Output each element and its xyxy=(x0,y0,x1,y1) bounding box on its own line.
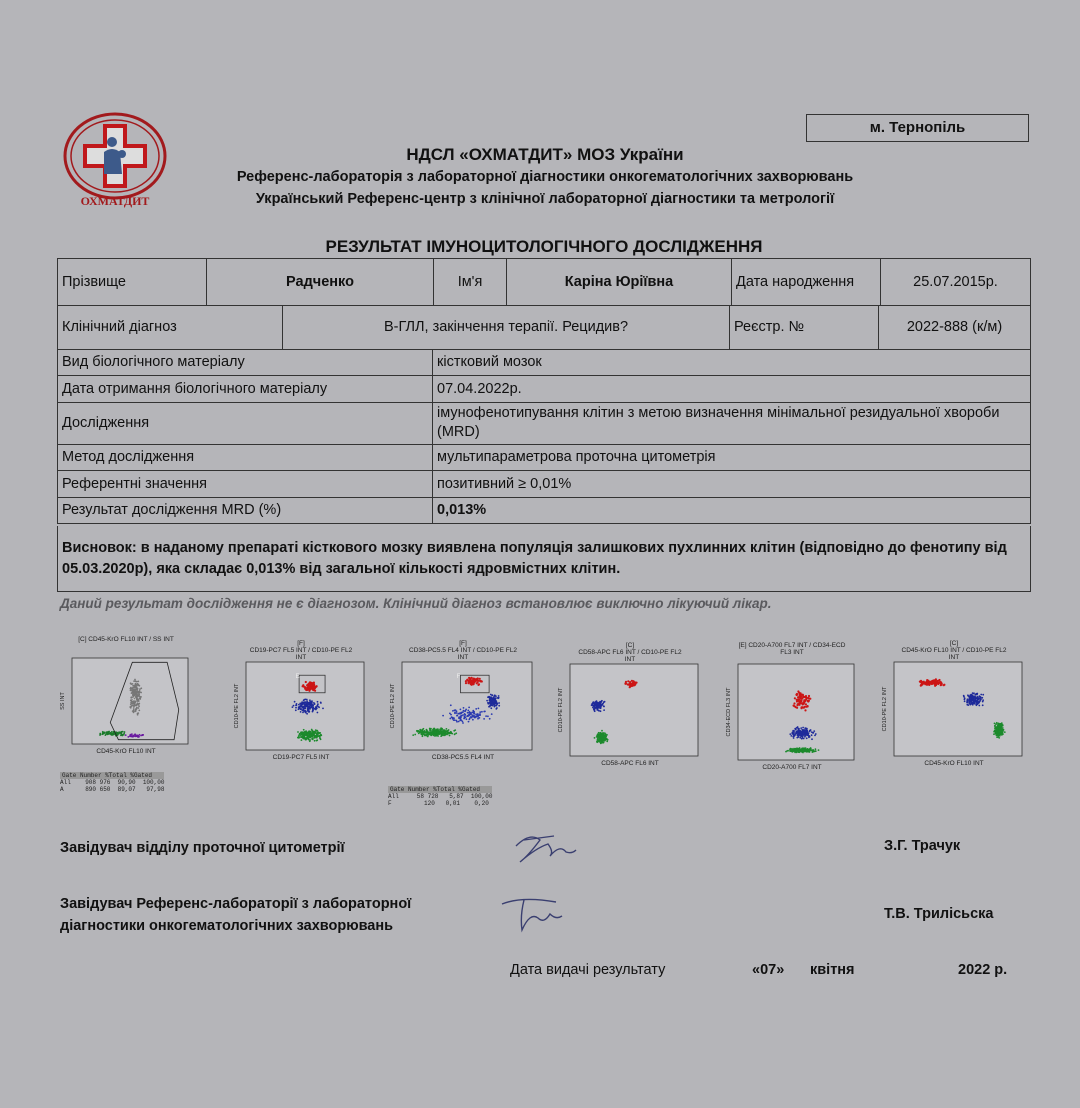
gate-label: E xyxy=(295,673,300,680)
detail-value: позитивний ≥ 0,01% xyxy=(433,470,1031,497)
plot-xlabel: CD58-APC FL6 INT xyxy=(601,760,659,767)
patient-table xyxy=(57,258,1031,306)
surname-value: Радченко xyxy=(207,259,434,306)
gate-table-row: All 58 728 5,87 100,00 xyxy=(388,793,493,800)
mrd-result-value: 0,013% xyxy=(433,497,1031,523)
detail-value: кістковий мозок xyxy=(433,349,1031,375)
surname-label: Прізвище xyxy=(58,259,207,306)
plot-ylabel: CD34-ECD FL3 INT xyxy=(726,687,732,737)
head2-label-line2: діагностики онкогематологічних захворювань xyxy=(60,918,394,934)
gate-label: A xyxy=(132,697,137,703)
center-title: Український Референс-центр з клінічної лабораторної діагностики та метрології xyxy=(255,191,835,207)
gate-table-row: A 890 650 89,07 97,98 xyxy=(60,786,165,793)
name-label: Ім'я xyxy=(434,259,507,306)
document-title: РЕЗУЛЬТАТ ІМУНОЦИТОЛОГІЧНОГО ДОСЛІДЖЕННЯ xyxy=(325,237,763,256)
plot-title: [E] CD20-A700 FL7 INT / CD34-ECD FL3 INT xyxy=(738,642,846,656)
plot-ylabel: CD10-PE FL2 INT xyxy=(390,683,396,729)
plot-title: [F] CD38-PC5.5 FL4 INT / CD10-PE FL2 INT xyxy=(409,640,517,661)
detail-label: Результат дослідження MRD (%) xyxy=(58,497,433,523)
detail-label: Референтні значення xyxy=(58,470,433,497)
dob-value: 25.07.2015р. xyxy=(881,259,1031,306)
gate-table-header: Gate Number %Total %Gated xyxy=(388,786,492,793)
gate-table-header: Gate Number %Total %Gated xyxy=(60,772,164,779)
cytometry-plot xyxy=(556,642,704,774)
disclaimer: Даний результат дослідження не є діагнозом. Клінічний діагноз встановлює виключно лікуючий лікар. xyxy=(60,596,772,611)
issue-year: 2022 р. xyxy=(958,962,1008,978)
detail-label: Дослідження xyxy=(58,402,433,444)
reg-label: Реєстр. № xyxy=(730,305,879,349)
plot-title: [C] CD45-KrO FL10 INT / SS INT xyxy=(78,636,174,643)
diagnosis-label: Клінічний діагноз xyxy=(58,305,283,349)
plot-area xyxy=(388,640,538,758)
detail-value: імунофенотипування клітин з метою визначення мінімальної резидуальної хвороби (MRD) xyxy=(433,402,1031,444)
cytometry-plot xyxy=(232,640,370,768)
signature-2 xyxy=(498,892,568,936)
detail-label: Дата отримання біологічного матеріалу xyxy=(58,375,433,402)
city-box: м. Тернопіль xyxy=(806,114,1029,142)
head1-name: З.Г. Трачук xyxy=(884,838,961,854)
reg-value: 2022-888 (к/м) xyxy=(879,305,1031,349)
dob-label: Дата народження xyxy=(732,259,881,306)
gate-table-2 xyxy=(388,786,492,807)
plot-area xyxy=(232,640,370,758)
gate-table-row: F 120 0,01 0,20 xyxy=(388,800,489,807)
details-table xyxy=(57,349,1031,524)
svg-text:ОХМАТДИТ: ОХМАТДИТ xyxy=(80,194,150,208)
gate-table-1 xyxy=(60,772,164,793)
plot-area xyxy=(880,640,1028,764)
detail-label: Вид біологічного матеріалу xyxy=(58,349,433,375)
plot-xlabel: CD38-PC5.5 FL4 INT xyxy=(431,754,495,761)
plot-xlabel: CD45-KrO FL10 INT xyxy=(924,760,984,767)
plot-xlabel: CD19-PC7 FL5 INT xyxy=(272,754,330,761)
plot-ylabel: CD10-PE FL2 INT xyxy=(234,683,240,729)
signature-1 xyxy=(510,826,580,868)
head2-label-line1: Завідувач Референс-лабораторії з лабораторної xyxy=(60,896,412,912)
plot-area xyxy=(58,636,194,752)
gate-label: F xyxy=(456,673,461,680)
okhmatdyt-logo xyxy=(60,112,170,210)
cytometry-plot xyxy=(724,642,860,778)
conclusion: Висновок: в наданому препараті кісткового мозку виявлена популяція залишкових пухлинних клітин (відповідно до фенотипу від 05.03.2020р), яка складає 0,013% від загальної кількості ядровмістних клітин. xyxy=(57,526,1031,592)
detail-value: 07.04.2022р. xyxy=(433,375,1031,402)
cytometry-plot xyxy=(388,640,538,768)
diagnosis-value: В-ГЛЛ, закінчення терапії. Рецидив? xyxy=(283,305,730,349)
org-title: НДСЛ «ОХМАТДИТ» МОЗ України xyxy=(406,145,684,164)
diagnosis-table xyxy=(57,305,1031,350)
cytometry-plot xyxy=(58,636,194,762)
detail-value: мультипараметрова проточна цитометрія xyxy=(433,444,1031,470)
plot-ylabel: CD10-PE FL2 INT xyxy=(882,686,888,732)
plot-ylabel: CD10-PE FL2 INT xyxy=(558,687,564,733)
issue-date-label: Дата видачі результату xyxy=(510,962,666,978)
plot-xlabel: CD45-KrO FL10 INT xyxy=(96,748,156,755)
plot-area xyxy=(556,642,704,764)
plot-title: [C] CD45-KrO FL10 INT / CD10-PE FL2 INT xyxy=(901,640,1007,661)
name-value: Каріна Юріївна xyxy=(507,259,732,306)
plot-title: [C] CD58-APC FL6 INT / CD10-PE FL2 INT xyxy=(578,642,682,663)
plot-xlabel: CD20-A700 FL7 INT xyxy=(762,764,822,771)
issue-month: квітня xyxy=(810,962,855,978)
gate-table-row: All 908 976 90,90 100,00 xyxy=(60,779,165,786)
head2-name: Т.В. Трилісьска xyxy=(884,906,994,922)
head1-label: Завідувач відділу проточної цитометрії xyxy=(60,840,345,856)
detail-label: Метод дослідження xyxy=(58,444,433,470)
head2-label xyxy=(60,893,411,937)
lab-title: Референс-лабораторія з лабораторної діагностики онкогематологічних захворювань xyxy=(236,169,854,185)
issue-day: «07» xyxy=(752,962,785,978)
plot-area xyxy=(724,642,860,768)
plot-title: [F] CD19-PC7 FL5 INT / CD10-PE FL2 INT xyxy=(249,640,353,661)
plot-ylabel: SS INT xyxy=(60,692,66,710)
cytometry-plot xyxy=(880,640,1028,774)
